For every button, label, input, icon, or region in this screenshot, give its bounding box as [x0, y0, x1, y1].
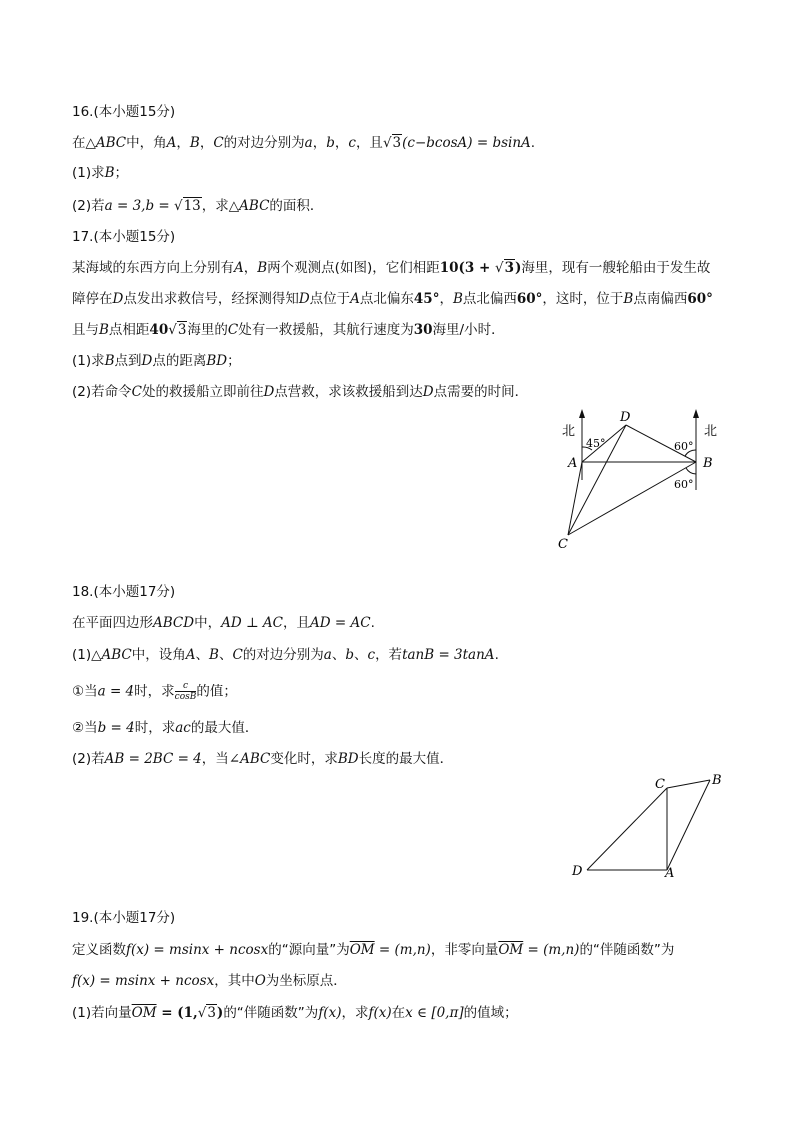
- m: ABC: [239, 198, 270, 214]
- point-label-b: B: [712, 773, 722, 788]
- t: 某海域的东西方向上分别有: [72, 260, 234, 276]
- t: 变化时，求: [270, 751, 338, 767]
- t: .: [530, 135, 536, 151]
- t: 的最大值．: [190, 720, 259, 736]
- m: ABC: [101, 647, 132, 663]
- north-label-left: 北: [562, 424, 576, 439]
- t: (1)若向量: [72, 1005, 132, 1021]
- m: 3: [392, 135, 402, 151]
- sqrt-sign: √: [382, 135, 392, 151]
- t: ，若: [375, 647, 403, 663]
- sqrt-sign: √: [168, 322, 177, 338]
- m: B: [209, 647, 219, 663]
- q17-part1: [72, 351, 241, 371]
- t: ②: [72, 720, 85, 736]
- q17-figure: [550, 405, 730, 555]
- m: A: [234, 260, 244, 276]
- q16-header-text: 16.(本小题15分): [72, 104, 176, 120]
- vector-om: $\overline{OM}$: [131, 1005, 157, 1021]
- vector-om: $\overline{OM}$: [349, 942, 375, 958]
- q18-part1: [72, 645, 499, 665]
- m: BD: [337, 751, 359, 767]
- t: 当: [84, 720, 98, 736]
- point-label-b: B: [703, 456, 713, 471]
- m: f(x): [318, 1005, 342, 1021]
- t: 处有一救援船，其航行速度为: [238, 322, 414, 338]
- t: 的“源向量”为: [268, 942, 350, 958]
- m: AD ⊥ AC: [221, 615, 284, 631]
- q16-part2: [72, 196, 323, 216]
- t: 点发出求救信号，经探测得知: [123, 291, 299, 307]
- triangle-symbol: △: [85, 135, 96, 151]
- m: C: [131, 384, 142, 400]
- q18-stem: [72, 613, 375, 633]
- m: = (1,: [156, 1005, 198, 1021]
- triangle-symbol: △: [228, 198, 240, 214]
- q18-header-text: 18.(本小题17分): [72, 584, 176, 600]
- m: b: [326, 135, 335, 151]
- m: ac: [175, 720, 191, 736]
- q19-part1: [72, 1003, 518, 1023]
- m: AD = AC: [310, 615, 371, 631]
- q17-header-text: 17.(本小题15分): [72, 229, 176, 245]
- t: ；: [114, 165, 129, 181]
- m: 10(3 +: [439, 260, 495, 276]
- segment-cb: [667, 780, 710, 788]
- m: f(x) = msinx + ncosx: [72, 973, 215, 989]
- t: 的值；: [196, 683, 237, 700]
- m: ): [216, 1005, 224, 1021]
- m: BD: [206, 353, 228, 369]
- t: (2)若: [72, 751, 105, 767]
- m: 60°: [687, 291, 713, 307]
- point-label-d: D: [572, 864, 583, 879]
- t: (2)若: [72, 198, 105, 214]
- m: (c−bcosA) = bsinA: [402, 135, 531, 151]
- q16-stem: [72, 133, 535, 153]
- t: ，当: [201, 751, 229, 767]
- t: 时，求: [134, 720, 176, 736]
- q17-stem-line1: [72, 258, 710, 278]
- m: B: [104, 353, 115, 369]
- q19-header: [72, 908, 175, 928]
- t: 的对边分别为: [242, 647, 324, 663]
- vector-om: $\overline{OM}$: [498, 942, 524, 958]
- segment-ac: [568, 462, 582, 535]
- triangle-symbol: △: [91, 647, 102, 663]
- angle-label-60-top: 60°: [674, 440, 694, 453]
- q19-stem-line2: [72, 971, 347, 991]
- m: c: [348, 135, 356, 151]
- m: C: [227, 322, 239, 338]
- point-label-c: C: [655, 777, 665, 792]
- t: (2)若命令: [72, 384, 132, 400]
- point-label-a: A: [665, 866, 675, 881]
- q17-part2: [72, 382, 528, 402]
- t: ，: [176, 135, 190, 151]
- t: 点北偏西: [462, 291, 517, 307]
- t: 在: [391, 1005, 406, 1021]
- t: 海里，现有一艘轮船由于发生故: [521, 260, 711, 276]
- point-label-c: C: [558, 537, 568, 552]
- t: ，求: [341, 1005, 369, 1021]
- t: 为坐标原点．: [265, 973, 347, 989]
- q17-header: [72, 227, 175, 247]
- t: 点相距: [108, 322, 150, 338]
- t: ，非零向量: [430, 942, 499, 958]
- angle-label-60-bottom: 60°: [674, 478, 694, 491]
- t: 时，求: [134, 683, 175, 700]
- t: 、: [331, 647, 346, 663]
- q18-sub1: [72, 681, 237, 702]
- sqrt-sign: √: [173, 198, 183, 214]
- t: 长度的最大值．: [358, 751, 454, 767]
- north-arrowhead-b: [693, 409, 699, 418]
- m: 45°: [413, 291, 440, 307]
- t: ①: [72, 683, 85, 700]
- m: 30: [413, 322, 433, 338]
- q17-stem-line3: [72, 320, 505, 340]
- segment-ba: [667, 780, 710, 870]
- north-arrowhead-a: [579, 409, 585, 418]
- q18-header: [72, 582, 175, 602]
- point-label-d: D: [620, 410, 631, 425]
- m: B: [623, 291, 634, 307]
- north-label-right: 北: [704, 424, 718, 439]
- m: x ∈ [0,π]: [405, 1005, 464, 1021]
- m: D: [422, 384, 434, 400]
- fraction-numerator: c: [175, 681, 197, 692]
- t: .: [370, 615, 375, 631]
- m: A: [166, 135, 177, 151]
- t: 两个观测点(如图)，它们相距: [267, 260, 440, 276]
- t: 中，设角: [131, 647, 186, 663]
- t: ，且: [283, 615, 311, 631]
- t: ，: [334, 135, 349, 151]
- t: 中，: [194, 615, 222, 631]
- m: = (m,n): [374, 942, 431, 958]
- fraction-c-over-cosb: [175, 681, 197, 702]
- t: ，这时，位于: [542, 291, 624, 307]
- t: .: [494, 647, 499, 663]
- t: 中，角: [126, 135, 167, 151]
- m: AB = 2BC = 4: [104, 751, 202, 767]
- m: b = 4: [97, 720, 135, 736]
- t: ；: [227, 353, 241, 369]
- angle-arc-60-bottom: [686, 468, 696, 474]
- t: 障停在: [72, 291, 113, 307]
- t: 点营救，求该救援船到达: [274, 384, 423, 400]
- m: tanB = 3tanA: [402, 647, 495, 663]
- m: D: [112, 291, 124, 307]
- m: B: [452, 291, 463, 307]
- t: (1)求: [72, 165, 105, 181]
- m: D: [298, 291, 310, 307]
- point-label-a: A: [568, 456, 578, 471]
- sqrt-sign: √: [197, 1005, 207, 1021]
- m: ABCD: [153, 615, 195, 631]
- q16-header: [72, 102, 175, 122]
- t: 点需要的时间．: [433, 384, 529, 400]
- t: ，其中: [214, 973, 255, 989]
- m: b: [345, 647, 354, 663]
- m: a = 4: [97, 683, 135, 700]
- m: C: [232, 647, 243, 663]
- t: 、: [218, 647, 233, 663]
- t: 在: [72, 135, 86, 151]
- t: (1): [72, 647, 92, 663]
- q18-part2: [72, 749, 453, 769]
- segment-dc: [587, 788, 667, 870]
- t: 点到: [114, 353, 142, 369]
- fraction-denominator: cosB: [174, 692, 197, 702]
- t: (1)求: [72, 353, 105, 369]
- m: 3: [504, 260, 515, 276]
- t: ，求: [201, 198, 229, 214]
- m: ∠ABC: [228, 751, 271, 767]
- m: C: [213, 135, 224, 151]
- t: 海里的: [187, 322, 228, 338]
- m: ABC: [95, 135, 127, 151]
- t: 的面积．: [269, 198, 324, 214]
- angle-label-45: 45°: [586, 437, 606, 450]
- m: D: [141, 353, 153, 369]
- m: B: [99, 322, 109, 338]
- t: 的值域；: [463, 1005, 518, 1021]
- t: 、: [354, 647, 368, 663]
- m: A: [350, 291, 360, 307]
- t: 的“伴随函数”为: [579, 942, 675, 958]
- t: ，: [439, 291, 453, 307]
- m: A: [185, 647, 196, 663]
- m: 3: [207, 1005, 216, 1021]
- t: ，: [243, 260, 258, 276]
- m: = (m,n): [523, 942, 580, 958]
- t: 、: [195, 647, 210, 663]
- t: ，且: [355, 135, 383, 151]
- t: 在平面四边形: [72, 615, 153, 631]
- t: 点位于: [309, 291, 351, 307]
- m: a: [323, 647, 332, 663]
- t: 的对边分别为: [223, 135, 305, 151]
- sqrt-sign: √: [495, 260, 504, 276]
- m: O: [254, 973, 266, 989]
- t: ，: [199, 135, 214, 151]
- m: ): [515, 260, 522, 276]
- q19-header-text: 19.(本小题17分): [72, 910, 176, 926]
- m: 3: [177, 322, 187, 338]
- m: c: [367, 647, 376, 663]
- m: f(x): [368, 1005, 392, 1021]
- m: B: [257, 260, 268, 276]
- q19-stem-line1: [72, 940, 674, 960]
- t: 点北偏东: [359, 291, 414, 307]
- m: a: [304, 135, 313, 151]
- m: 40: [149, 322, 169, 338]
- q18-figure: [565, 768, 735, 883]
- q17-stem-line2: [72, 289, 713, 309]
- t: 海里/小时．: [432, 322, 505, 338]
- t: 处的救援船立即前往: [141, 384, 264, 400]
- m: B: [189, 135, 200, 151]
- m: B: [104, 165, 115, 181]
- t: 点的距离: [152, 353, 207, 369]
- q18-sub2: [72, 718, 258, 738]
- t: 定义函数: [72, 942, 126, 958]
- t: 且与: [72, 322, 99, 338]
- t: 点南偏西: [633, 291, 688, 307]
- m: 13: [183, 198, 201, 214]
- m: f(x) = msinx + ncosx: [126, 942, 269, 958]
- m: a = 3,b =: [104, 198, 174, 214]
- t: 的“伴随函数”为: [223, 1005, 319, 1021]
- q16-part1: [72, 163, 128, 183]
- t: ，: [312, 135, 327, 151]
- t: 当: [84, 683, 98, 700]
- m: 60°: [516, 291, 543, 307]
- m: D: [263, 384, 275, 400]
